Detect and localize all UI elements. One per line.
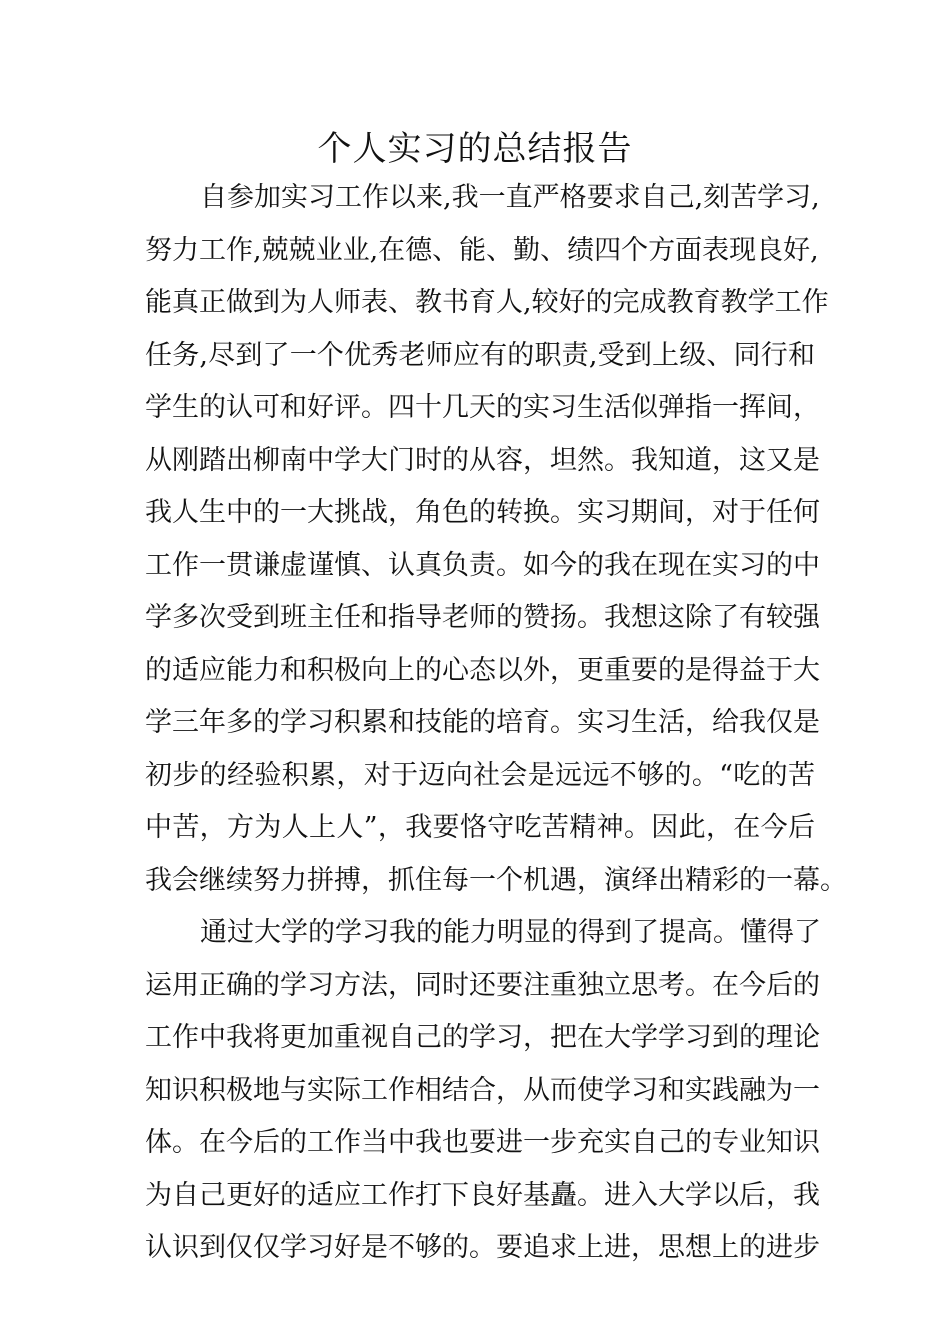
paragraph-line: 工作中我将更加重视自己的学习，把在大学学习到的理论 <box>145 1022 820 1053</box>
paragraph-line: 知识积极地与实际工作相结合，从而使学习和实践融为一 <box>145 1074 820 1106</box>
paragraph-line: 通过大学的学习我的能力明显的得到了提高。懂得了 <box>200 917 821 948</box>
paragraph-line: 从刚踏出柳南中学大门时的从容，坦然。我知道，这又是 <box>145 444 820 476</box>
paragraph-line: 运用正确的学习方法，同时还要注重独立思考。在今后的 <box>145 969 820 1001</box>
paragraph-line: 能真正做到为人师表、教书育人,较好的完成教育教学工作 <box>145 287 829 318</box>
paragraph-line: 我会继续努力拼搏，抓住每一个机遇，演绎出精彩的一幕。 <box>145 864 847 896</box>
paragraph-line: 工作一贯谦虚谨慎、认真负责。如今的我在现在实习的中 <box>145 549 820 581</box>
paragraph-line: 为自己更好的适应工作打下良好基矗。进入大学以后，我 <box>145 1179 820 1211</box>
paragraph-line: 学三年多的学习积累和技能的培育。实习生活，给我仅是 <box>145 707 820 738</box>
paragraph-line: 的适应能力和积极向上的心态以外，更重要的是得益于大 <box>145 654 820 686</box>
paragraph-line: 我人生中的一大挑战，角色的转换。实习期间，对于任何 <box>145 497 820 528</box>
paragraph-line: 学多次受到班主任和指导老师的赞扬。我想这除了有较强 <box>145 602 820 633</box>
paragraph-line: 努力工作,兢兢业业,在德、能、勤、绩四个方面表现良好, <box>145 234 819 266</box>
paragraph-line: 中苦，方为人上人”，我要恪守吃苦精神。因此，在今后 <box>145 812 815 843</box>
paragraph-line: 任务,尽到了一个优秀老师应有的职责,受到上级、同行和 <box>145 339 815 371</box>
paragraph-line: 初步的经验积累，对于迈向社会是远远不够的。“吃的苦 <box>145 759 815 791</box>
document-body <box>145 172 847 1275</box>
paragraph-2 <box>145 907 821 1275</box>
paragraph-1 <box>145 172 847 907</box>
paragraph-line: 体。在今后的工作当中我也要进一步充实自己的专业知识 <box>145 1127 820 1158</box>
paragraph-line: 自参加实习工作以来,我一直严格要求自己,刻苦学习, <box>200 182 820 213</box>
paragraph-line: 认识到仅仅学习好是不够的。要追求上进，思想上的进步 <box>145 1232 820 1263</box>
document-title: 个人实习的总结报告 <box>317 129 633 169</box>
paragraph-line: 学生的认可和好评。四十几天的实习生活似弹指一挥间， <box>145 392 820 423</box>
